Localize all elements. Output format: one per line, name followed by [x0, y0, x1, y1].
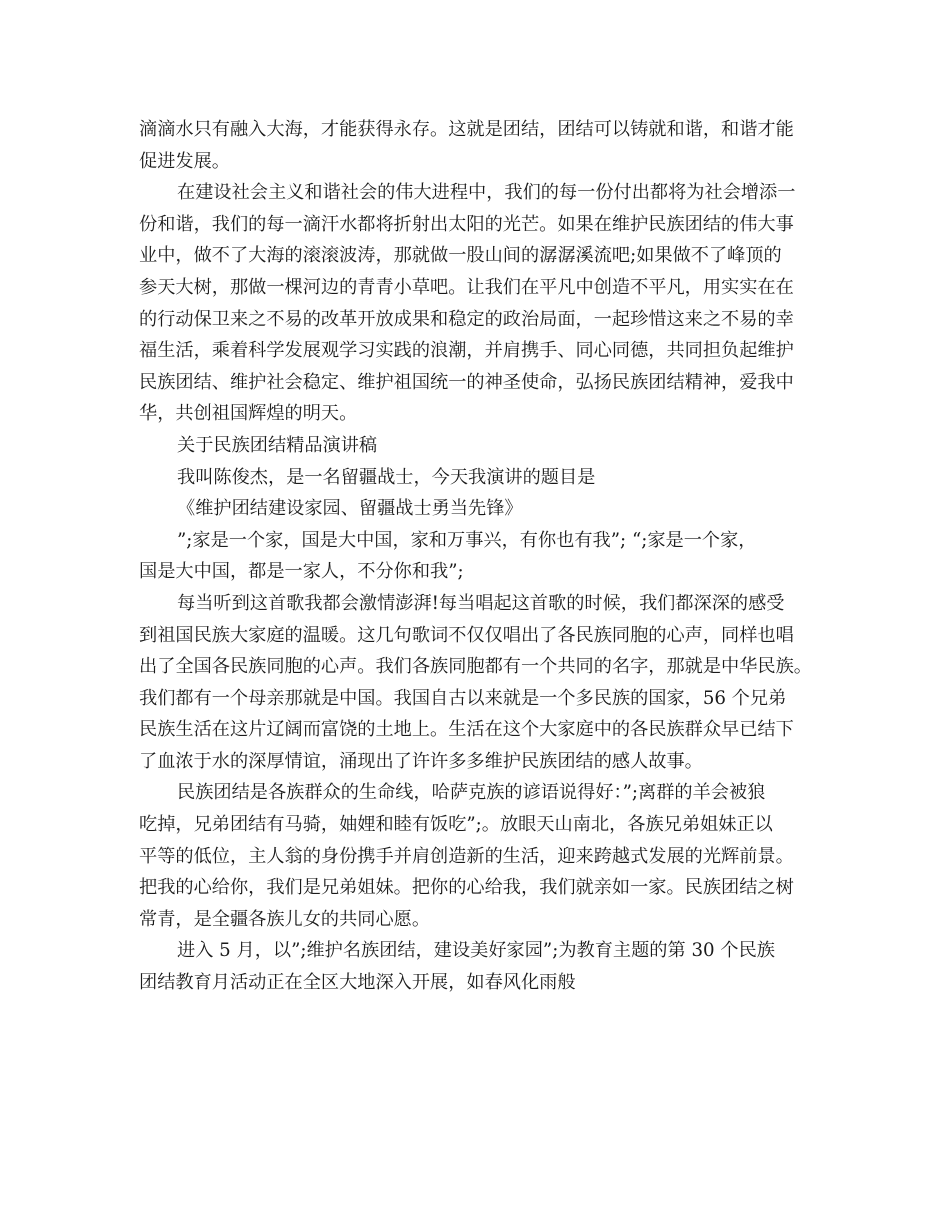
text-line: 份和谐，我们的每一滴汗水都将折射出太阳的光芒。如果在维护民族团结的伟大事: [139, 213, 794, 235]
document-body: [139, 114, 819, 999]
text-line: 民族团结是各族群众的生命线，哈萨克族的谚语说得好：”;离群的羊会被狼: [177, 782, 766, 804]
text-line: ”;家是一个家，国是大中国，家和万事兴，有你也有我”; “;家是一个家，: [177, 529, 757, 551]
text-line: 吃掉，兄弟团结有马骑，妯娌和睦有饭吃”;。放眼天山南北，各族兄弟姐妹正以: [139, 814, 773, 836]
text-line: 参天大树，那做一棵河边的青青小草吧。让我们在平凡中创造不平凡，用实实在在: [139, 276, 794, 298]
text-line: 福生活，乘着科学发展观学习实践的浪潮，并肩携手、同心同德，共同担负起维护: [139, 340, 794, 362]
text-line: 进入 5 月，以”;维护名族团结，建设美好家园”;为教育主题的第 30 个民族: [177, 940, 775, 962]
text-line: 民族团结、维护社会稳定、维护祖国统一的神圣使命，弘扬民族团结精神，爱我中: [139, 371, 794, 393]
text-line: 促进发展。: [139, 150, 230, 172]
text-line: 的行动保卫来之不易的改革开放成果和稳定的政治局面，一起珍惜这来之不易的幸: [139, 308, 794, 330]
text-line: 把我的心给你，我们是兄弟姐妹。把你的心给我，我们就亲如一家。民族团结之树: [139, 877, 794, 899]
text-line: 了血浓于水的深厚情谊，涌现出了许许多多维护民族团结的感人故事。: [139, 750, 703, 772]
text-line: 华，共创祖国辉煌的明天。: [139, 403, 358, 425]
text-line: 《维护团结建设家园、留疆战士勇当先锋》: [177, 498, 523, 520]
text-line: 每当听到这首歌我都会激情澎湃!每当唱起这首歌的时候，我们都深深的感受: [177, 592, 785, 614]
text-line: 到祖国民族大家庭的温暖。这几句歌词不仅仅唱出了各民族同胞的心声，同样也唱: [139, 624, 794, 646]
text-line: 民族生活在这片辽阔而富饶的土地上。生活在这个大家庭中的各民族群众早已结下: [139, 719, 794, 741]
text-line: 关于民族团结精品演讲稿: [177, 434, 378, 456]
text-line: 业中，做不了大海的滚滚波涛，那就做一股山间的潺潺溪流吧;如果做不了峰顶的: [139, 245, 782, 267]
text-line: 团结教育月活动正在全区大地深入开展，如春风化雨般: [139, 972, 576, 994]
text-line: 我们都有一个母亲那就是中国。我国自古以来就是一个多民族的国家，56 个兄弟: [139, 687, 787, 709]
text-line: 在建设社会主义和谐社会的伟大进程中，我们的每一份付出都将为社会增添一: [177, 182, 796, 204]
text-line: 常青，是全疆各族儿女的共同心愿。: [139, 908, 431, 930]
text-line: 出了全国各民族同胞的心声。我们各族同胞都有一个共同的名字，那就是中华民族。: [139, 656, 812, 678]
text-line: 滴滴水只有融入大海，才能获得永存。这就是团结，团结可以铸就和谐，和谐才能: [139, 119, 794, 140]
text-line: 平等的低位，主人翁的身份携手并肩创造新的生活，迎来跨越式发展的光辉前景。: [139, 845, 794, 867]
text-line: 我叫陈俊杰，是一名留疆战士，今天我演讲的题目是: [177, 466, 596, 488]
text-line: 国是大中国，都是一家人，不分你和我”;: [139, 561, 464, 583]
